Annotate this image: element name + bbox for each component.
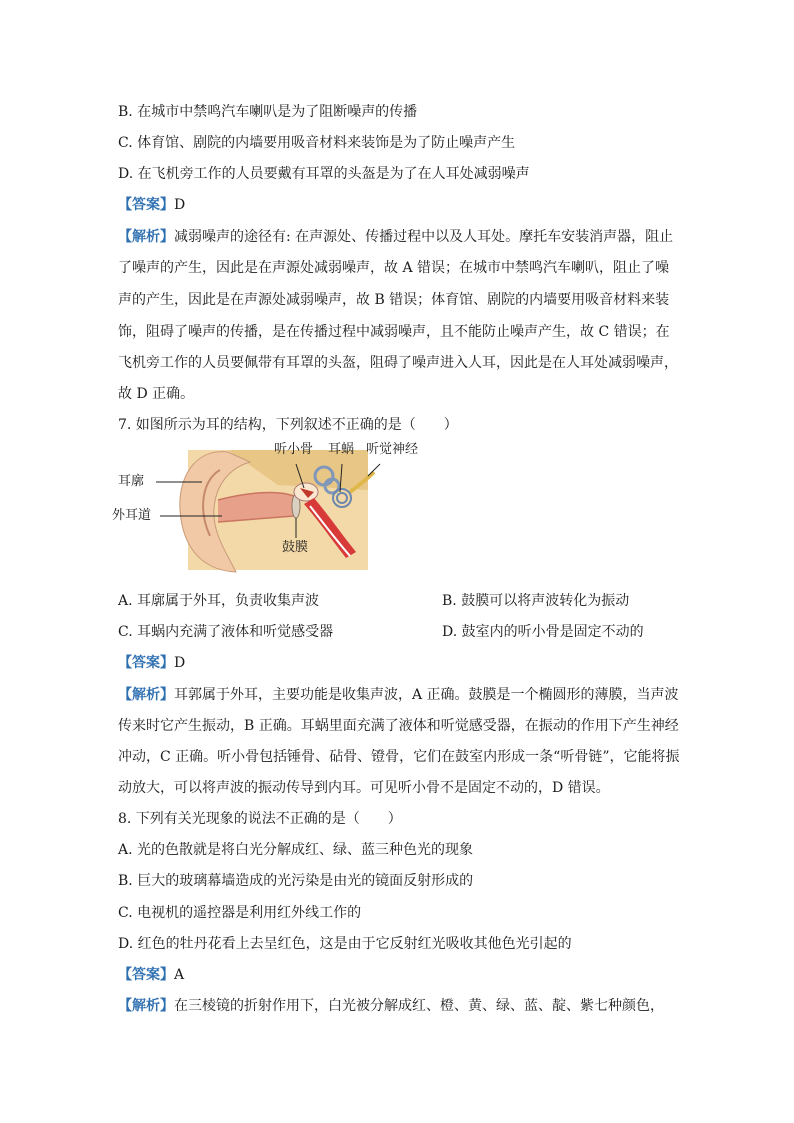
q6-analysis-line: 了噪声的产生，因此是在声源处减弱噪声，故 A 错误；在城市中禁鸣汽车喇叭，阻止了噪 xyxy=(118,260,670,276)
answer-value: D xyxy=(174,655,186,671)
q7-analysis-line xyxy=(118,685,688,705)
label-ossicles: 听小骨 xyxy=(274,442,314,457)
answer-tag: 【答案】 xyxy=(118,197,174,213)
label-auditory-nerve: 听觉神经 xyxy=(366,442,419,457)
q7-analysis-line: 动放大，可以将声波的振动传导到内耳。可见听小骨不是固定不动的，D 错误。 xyxy=(118,780,610,796)
q8-option-d: D. 红色的牡丹花看上去呈红色，这是由于它反射红光吸收其他色光引起的 xyxy=(118,936,572,952)
q7-stem: 7. 如图所示为耳的结构，下列叙述不正确的是（ ） xyxy=(118,417,458,433)
q8-analysis-line xyxy=(118,996,688,1016)
q8-option-a: A. 光的色散就是将白光分解成红、绿、蓝三种色光的现象 xyxy=(118,842,474,858)
q8-stem: 8. 下列有关光现象的说法不正确的是（ ） xyxy=(118,811,402,827)
q6-answer xyxy=(118,195,688,215)
label-eardrum: 鼓膜 xyxy=(282,540,309,555)
q7-analysis-line: 冲动，C 正确。听小骨包括锤骨、砧骨、镫骨，它们在鼓室内形成一条“听骨链”，它能将振 xyxy=(118,749,680,765)
q7-option-a: A. 耳廓属于外耳，负责收集声波 xyxy=(118,593,320,609)
q6-analysis-line: 饰，阻碍了噪声的传播，是在传播过程中减弱噪声，且不能防止噪声产生，故 C 错误；在 xyxy=(118,324,670,340)
q8-option-b: B. 巨大的玻璃幕墙造成的光污染是由光的镜面反射形成的 xyxy=(118,873,474,889)
q7-option-b: B. 鼓膜可以将声波转化为振动 xyxy=(442,593,630,609)
analysis-tag: 【解析】 xyxy=(118,687,174,703)
label-ear-canal: 外耳道 xyxy=(112,508,152,523)
analysis-text: 在三棱镜的折射作用下，白光被分解成红、橙、黄、绿、蓝、靛、紫七种颜色， xyxy=(174,998,664,1014)
analysis-tag: 【解析】 xyxy=(118,998,174,1014)
analysis-text: 耳郭属于外耳，主要功能是收集声波，A 正确。鼓膜是一个椭圆形的薄膜，当声波 xyxy=(174,687,679,703)
analysis-tag: 【解析】 xyxy=(118,229,174,245)
answer-value: A xyxy=(174,967,185,983)
q6-option-c: C. 体育馆、剧院的内墙要用吸音材料来装饰是为了防止噪声产生 xyxy=(118,135,516,151)
analysis-text: 减弱噪声的途径有: 在声源处、传播过程中以及人耳处。摩托车安装消声器，阻止 xyxy=(174,229,674,245)
q6-analysis-line: 声的产生，因此是在声源处减弱噪声，故 B 错误；体育馆、剧院的内墙要用吸音材料来装 xyxy=(118,292,670,308)
q6-analysis-line: 故 D 正确。 xyxy=(118,386,195,402)
label-cochlea: 耳蜗 xyxy=(328,442,355,457)
q7-option-d: D. 鼓室内的听小骨是固定不动的 xyxy=(442,624,644,640)
answer-tag: 【答案】 xyxy=(118,655,174,671)
q6-option-d: D. 在飞机旁工作的人员要戴有耳罩的头盔是为了在人耳处减弱噪声 xyxy=(118,166,530,182)
q6-analysis-line: 飞机旁工作的人员要佩带有耳罩的头盔，阻碍了噪声进入人耳，因此是在人耳处减弱噪声， xyxy=(118,355,678,371)
q7-analysis-line: 传来时它产生振动，B 正确。耳蜗里面充满了液体和听觉感受器，在振动的作用下产生神经 xyxy=(118,718,679,734)
q8-option-c: C. 电视机的遥控器是利用红外线工作的 xyxy=(118,905,362,921)
ear-diagram xyxy=(118,440,438,580)
q7-option-c: C. 耳蜗内充满了液体和听觉感受器 xyxy=(118,624,334,640)
answer-tag: 【答案】 xyxy=(118,967,174,983)
q8-answer xyxy=(118,965,688,985)
label-auricle: 耳廓 xyxy=(118,474,145,489)
q7-answer xyxy=(118,653,688,673)
answer-value: D xyxy=(174,197,186,213)
q6-analysis-line xyxy=(118,227,688,247)
ear-structure-figure xyxy=(112,440,438,580)
q6-option-b: B. 在城市中禁鸣汽车喇叭是为了阻断噪声的传播 xyxy=(118,104,418,120)
